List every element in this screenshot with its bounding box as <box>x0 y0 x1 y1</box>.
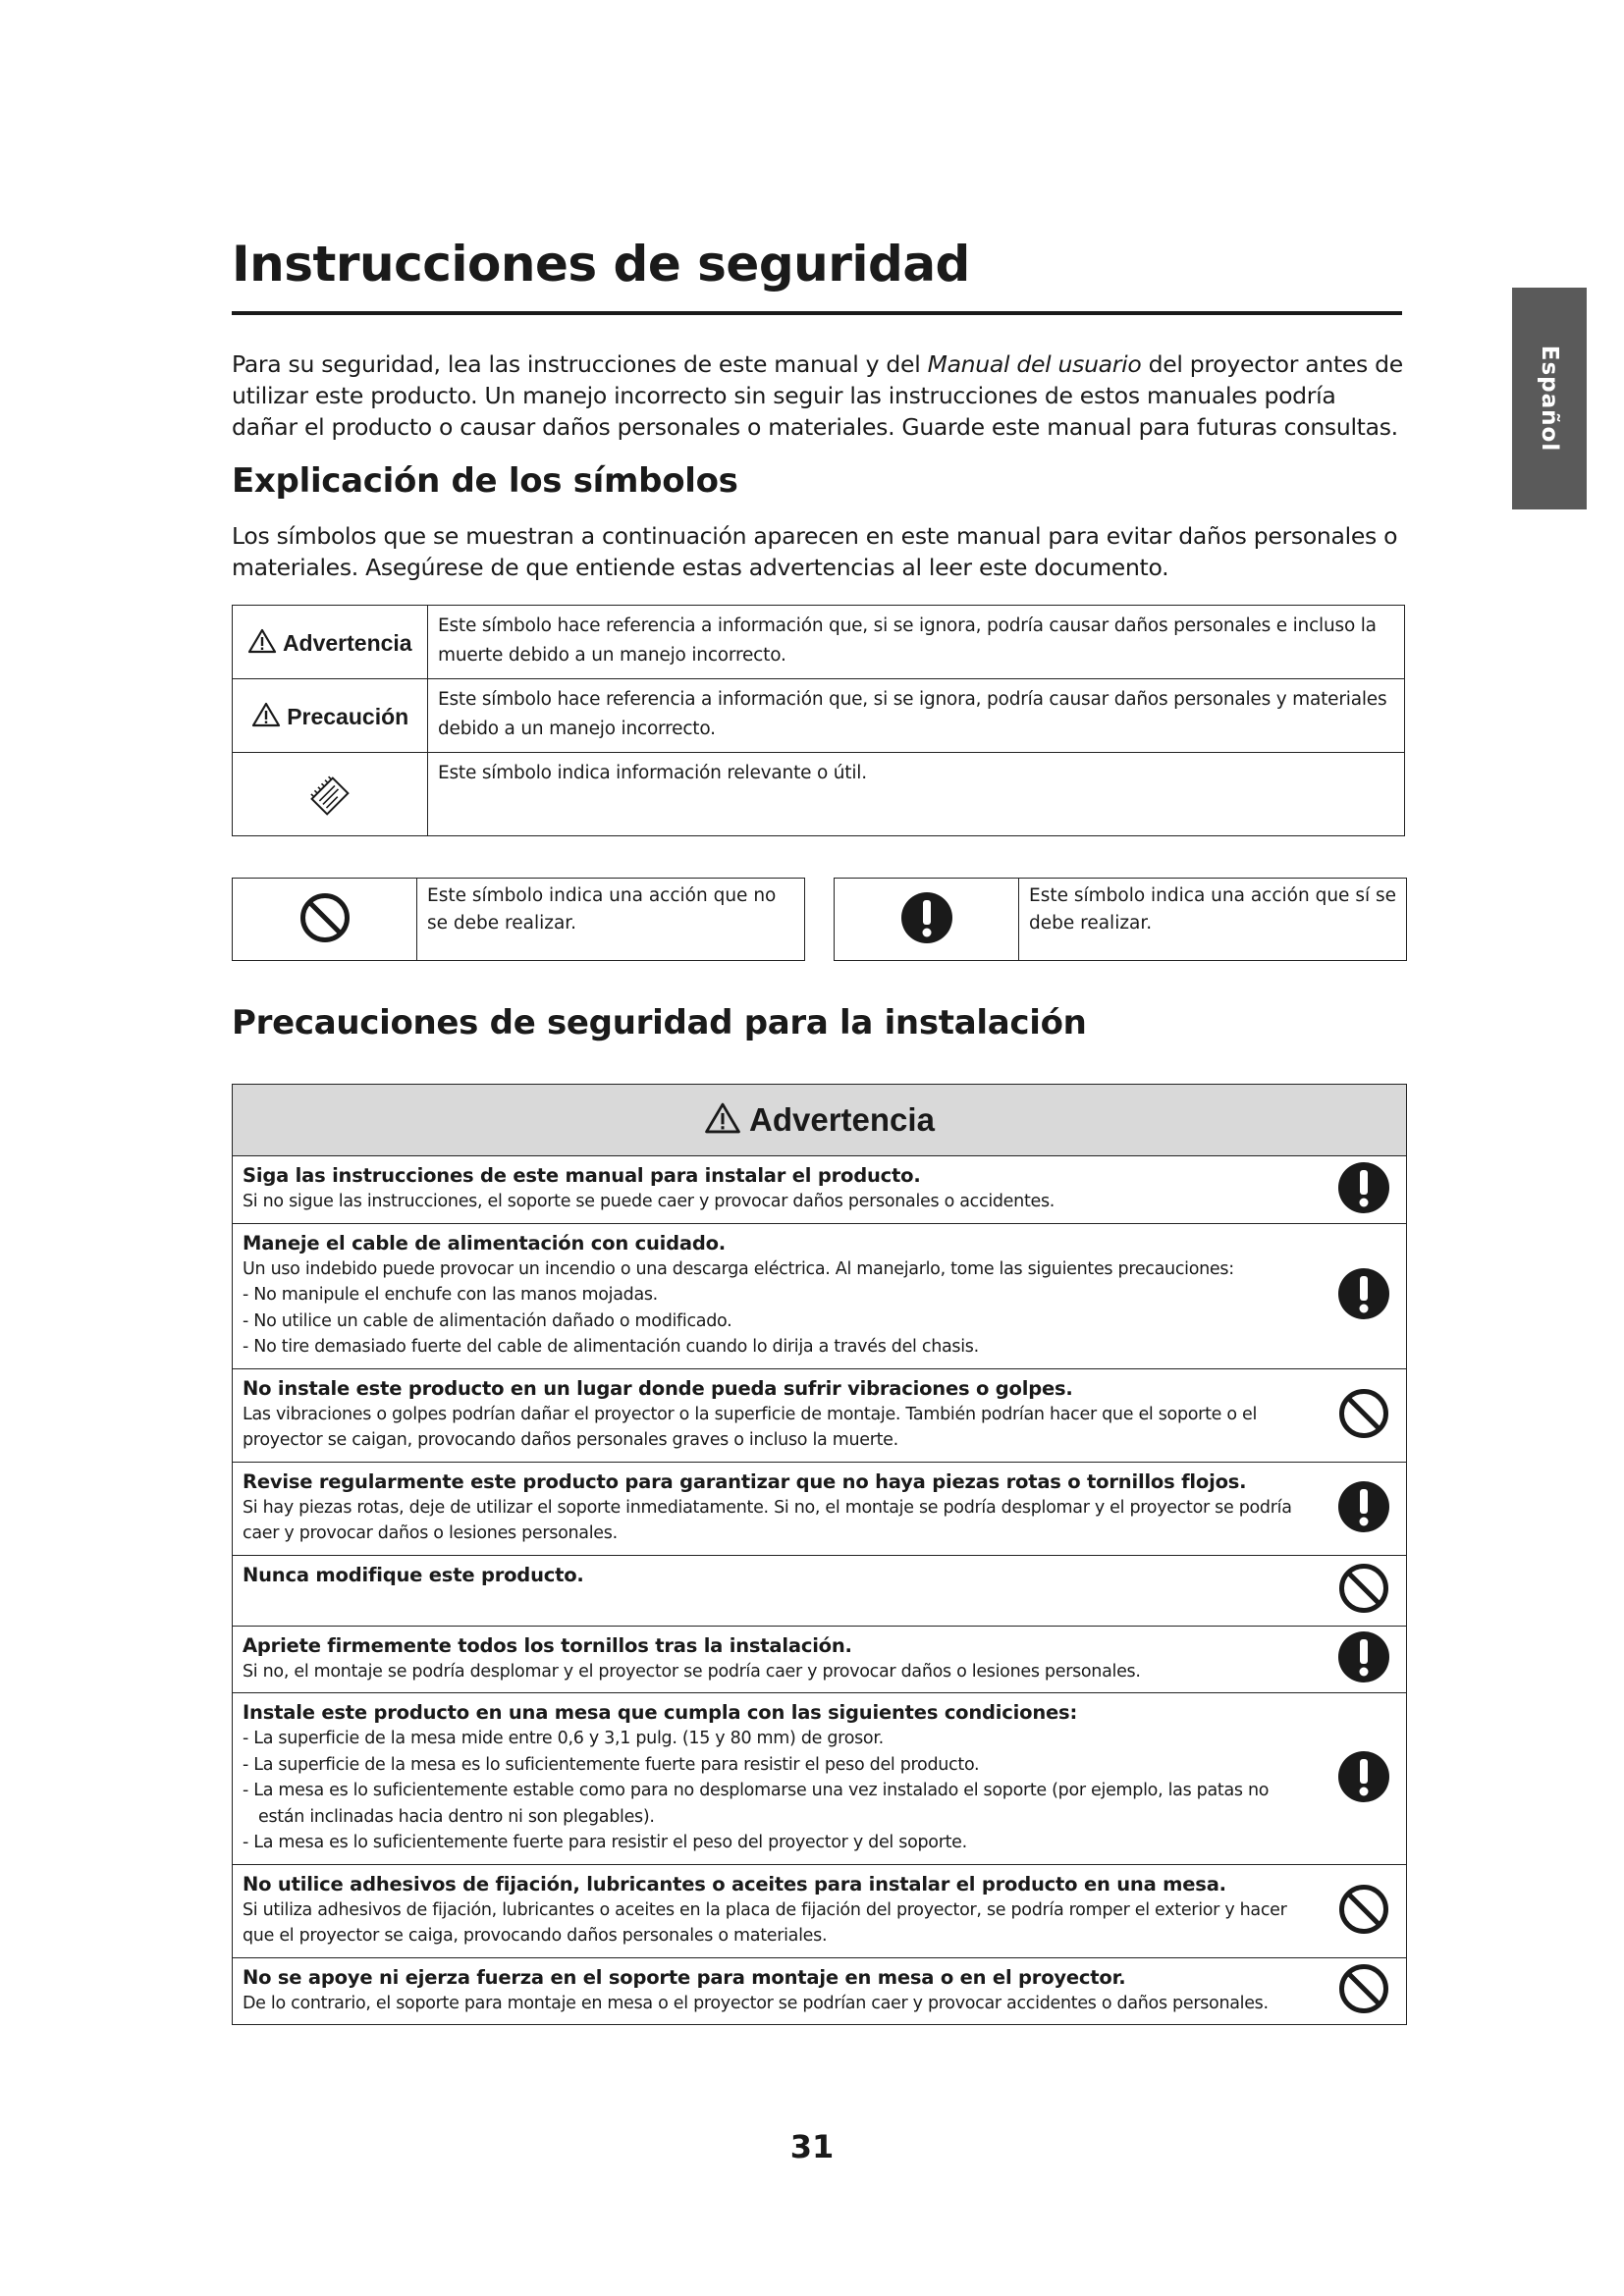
warning-item-text <box>233 1555 1323 1626</box>
language-tab-label: Español <box>1537 345 1563 453</box>
warning-item-row <box>233 1957 1407 2025</box>
warning-item-icon-cell <box>1322 1864 1407 1957</box>
warning-item-text <box>233 1957 1323 2025</box>
warning-item-spacer <box>243 1588 1312 1618</box>
warning-item-icon-cell <box>1322 1626 1407 1693</box>
intro-before: Para su seguridad, lea las instrucciones de este manual y del <box>232 350 928 378</box>
warning-item-row <box>233 1693 1407 1865</box>
page-number: 31 <box>789 2128 835 2165</box>
mandatory-symbol-cell <box>835 879 1019 961</box>
caution-label: Precaución <box>287 703 409 729</box>
warning-label: Advertencia <box>282 629 412 656</box>
warning-item-title: Maneje el cable de alimentación con cuidado. <box>243 1231 726 1255</box>
warning-item-title: No instale este producto en un lugar donde pueda sufrir vibraciones o golpes. <box>243 1376 1073 1400</box>
warning-item-title: Nunca modifique este producto. <box>243 1563 584 1586</box>
mandatory-description: Este símbolo indica una acción que sí se debe realizar. <box>1019 879 1407 961</box>
warning-item-row <box>233 1555 1407 1626</box>
note-pad-icon <box>305 800 354 826</box>
symbols-paragraph: Los símbolos que se muestran a continuación aparecen en este manual para evitar daños personales o materiales. Asegúrese de que entiende estas advertencias al leer este documento. <box>232 522 1398 581</box>
note-label-cell <box>233 753 428 836</box>
intro-after: del proyector antes de utilizar este producto. Un manejo incorrecto sin seguir las instrucciones de estos manuales podría dañar el producto o causar daños personales o materiales. Guarde este manual para futuras consultas. <box>232 350 1403 441</box>
installation-heading: Precauciones de seguridad para la instalación <box>232 1003 1087 1042</box>
warning-item-title: Revise regularmente este producto para garantizar que no haya piezas rotas o tornillos flojos. <box>243 1469 1247 1493</box>
prohibited-icon <box>1337 1921 1390 1940</box>
warning-item-line: - La superficie de la mesa es lo suficientemente fuerte para resistir el peso del producto. <box>243 1754 980 1775</box>
warning-header-label: Advertencia <box>749 1101 935 1138</box>
caution-label-cell <box>233 679 428 753</box>
mandatory-icon <box>1337 1306 1390 1324</box>
caution-description: Este símbolo hace referencia a información que, si se ignora, podría causar daños personales y materiales debido a un manejo incorrecto. <box>428 679 1405 753</box>
note-description: Este símbolo indica información relevante o útil. <box>428 753 1405 836</box>
warning-item-icon-cell <box>1322 1156 1407 1224</box>
prohibited-description: Este símbolo indica una acción que no se debe realizar. <box>417 879 805 961</box>
warning-item-line: Un uso indebido puede provocar un incendio o una descarga eléctrica. Al manejarlo, tome las siguientes precauciones: <box>243 1258 1234 1279</box>
mandatory-icon <box>1337 1200 1390 1218</box>
warning-item-icon-cell <box>1322 1957 1407 2025</box>
symbol-row-caution <box>233 679 1405 753</box>
warning-item-text <box>233 1864 1323 1957</box>
symbol-row-note <box>233 753 1405 836</box>
warning-item-line: - No manipule el enchufe con las manos mojadas. <box>243 1285 658 1305</box>
warning-item-line: - No utilice un cable de alimentación dañado o modificado. <box>243 1310 732 1331</box>
warning-item-text <box>233 1693 1323 1865</box>
mandatory-icon <box>1337 1669 1390 1687</box>
warning-item-title: Instale este producto en una mesa que cumpla con las siguientes condiciones: <box>243 1701 1078 1724</box>
warning-item-line: De lo contrario, el soporte para montaje en mesa o el proyector se podrían caer y provocar accidentes o daños personales. <box>243 1993 1269 2013</box>
symbol-row-warning <box>233 606 1405 679</box>
symbols-heading: Explicación de los símbolos <box>232 461 738 501</box>
warning-item-title: No utilice adhesivos de fijación, lubricantes o aceites para instalar el producto en una mesa. <box>243 1872 1226 1896</box>
installation-warning-table <box>232 1084 1407 2025</box>
warning-item-title: Apriete firmemente todos los tornillos tras la instalación. <box>243 1633 852 1657</box>
warning-triangle-icon <box>247 630 277 656</box>
mandatory-symbol-table <box>834 878 1407 961</box>
mandatory-icon <box>1337 1519 1390 1537</box>
prohibited-icon <box>1337 1600 1390 1619</box>
warning-item-row <box>233 1368 1407 1462</box>
warning-item-line: - La mesa es lo suficientemente fuerte para resistir el peso del proyector y del soporte. <box>243 1833 967 1852</box>
warning-header <box>233 1085 1407 1156</box>
caution-triangle-icon <box>251 704 281 729</box>
warning-item-text <box>233 1626 1323 1693</box>
warning-item-text <box>233 1462 1323 1555</box>
mandatory-icon <box>900 930 953 948</box>
warning-item-line: Si no sigue las instrucciones, el soporte se puede caer y provocar daños personales o accidentes. <box>243 1192 1056 1211</box>
warning-item-row <box>233 1462 1407 1555</box>
warning-item-row <box>233 1626 1407 1693</box>
warning-item-line: - No tire demasiado fuerte del cable de alimentación cuando lo dirija a través del chasis. <box>243 1337 979 1357</box>
warning-item-icon-cell <box>1322 1462 1407 1555</box>
intro-manual-title: Manual del usuario <box>927 350 1142 378</box>
warning-items <box>233 1156 1407 2025</box>
mandatory-icon <box>1337 1789 1390 1807</box>
warning-item-text <box>233 1223 1323 1368</box>
warning-item-line: Si utiliza adhesivos de fijación, lubricantes o aceites en la placa de fijación del proyector, se podría romper el exterior y hacer que el proyector se caiga, provocando daños personales o materiales. <box>243 1899 1287 1946</box>
prohibited-icon <box>1337 1425 1390 1444</box>
warning-item-title: Siga las instrucciones de este manual para instalar el producto. <box>243 1164 921 1187</box>
page-title: Instrucciones de seguridad <box>232 236 970 293</box>
intro-paragraph <box>232 348 1405 443</box>
warning-item-line: - La superficie de la mesa mide entre 0,6 y 3,1 pulg. (15 y 80 mm) de grosor. <box>243 1729 884 1748</box>
language-tab <box>1512 288 1587 509</box>
warning-description: Este símbolo hace referencia a información que, si se ignora, podría causar daños personales e incluso la muerte debido a un manejo incorrecto. <box>428 606 1405 679</box>
warning-item-row <box>233 1223 1407 1368</box>
warning-item-row <box>233 1156 1407 1224</box>
warning-header-triangle-icon <box>704 1101 741 1138</box>
warning-item-line: Las vibraciones o golpes podrían dañar el proyector o la superficie de montaje. También podrían hacer que el soporte o el proyector se caigan, provocando daños personales graves o incluso la muerte. <box>243 1404 1258 1450</box>
warning-item-icon-cell <box>1322 1555 1407 1626</box>
symbols-table <box>232 605 1405 836</box>
title-rule <box>232 311 1402 315</box>
warning-item-text <box>233 1368 1323 1462</box>
warning-item-icon-cell <box>1322 1223 1407 1368</box>
prohibited-icon <box>1337 2001 1390 2019</box>
warning-label-cell <box>233 606 428 679</box>
prohibited-icon <box>298 930 352 948</box>
prohibited-symbol-cell <box>233 879 417 961</box>
warning-item-icon-cell <box>1322 1368 1407 1462</box>
warning-item-title: No se apoye ni ejerza fuerza en el soporte para montaje en mesa o en el proyector. <box>243 1965 1126 1989</box>
warning-item-row <box>233 1864 1407 1957</box>
warning-item-line: Si hay piezas rotas, deje de utilizar el soporte inmediatamente. Si no, el montaje se podría desplomar y el proyector se podría caer y provocar daños o lesiones personales. <box>243 1497 1292 1543</box>
warning-item-line: - La mesa es lo suficientemente estable como para no desplomarse una vez instalado el soporte (por ejemplo, las patas no están inclinadas hacia dentro ni son plegables). <box>243 1781 1270 1827</box>
warning-item-icon-cell <box>1322 1693 1407 1865</box>
warning-item-line: Si no, el montaje se podría desplomar y el proyector se podría caer y provocar daños o lesiones personales. <box>243 1661 1141 1682</box>
prohibited-symbol-table <box>232 878 805 961</box>
warning-item-text <box>233 1156 1323 1224</box>
